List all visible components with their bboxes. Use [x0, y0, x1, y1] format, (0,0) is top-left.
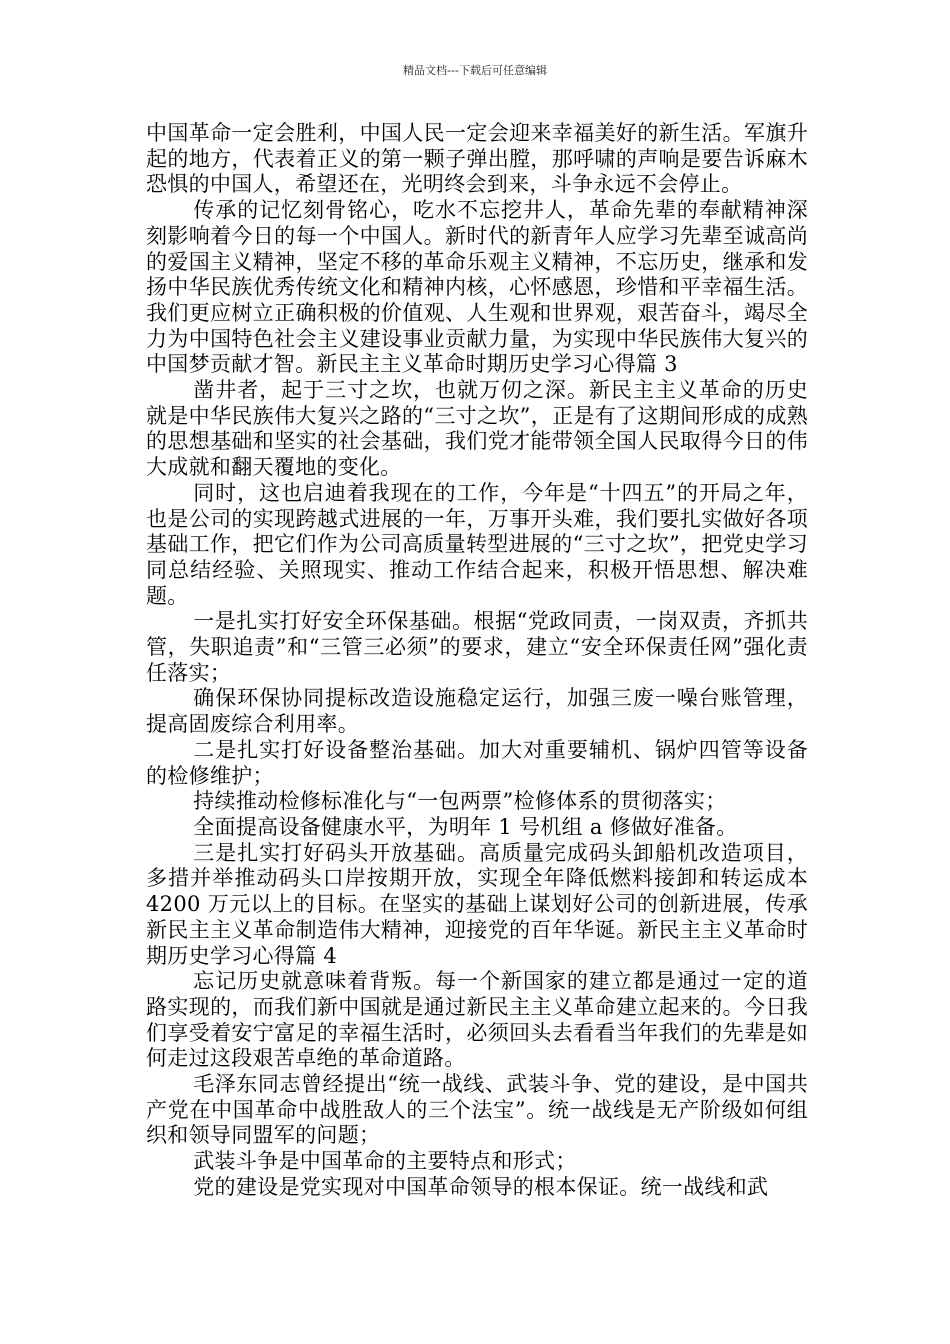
paragraph: 一是扎实打好安全环保基础。根据“党政同责，一岗双责，齐抓共管，失职追责”和“三管三必须”的要求，建立“安全环保责任网”强化责任落实； — [146, 609, 808, 685]
paragraph: 党的建设是党实现对中国革命领导的根本保证。统一战线和武 — [193, 1174, 769, 1199]
paragraph: 毛泽东同志曾经提出“统一战线、武装斗争、党的建设，是中国共产党在中国革命中战胜敌人的三个法宝”。统一战线是无产阶级如何组织和领导同盟军的问题； — [146, 1072, 808, 1148]
paragraph: 同时，这也启迪着我现在的工作，今年是“十四五”的开局之年，也是公司的实现跨越式进展的一年，万事开头难，我们要扎实做好各项基础工作，把它们作为公司高质量转型进展的“三寸之坎”，把党史学习同总结经验、关照现实、推动工作结合起来，积极开悟思想、解决难题。 — [146, 480, 808, 608]
paragraph: 忘记历史就意味着背叛。每一个新国家的建立都是通过一定的道路实现的，而我们新中国就是通过新民主主义革命建立起来的。今日我们享受着安宁富足的幸福生活时，必须回头去看看当年我们的先辈是如何走过这段艰苦卓绝的革命道路。 — [146, 969, 808, 1071]
paragraph: 中国革命一定会胜利，中国人民一定会迎来幸福美好的新生活。军旗升起的地方，代表着正义的第一颗子弹出膛，那呼啸的声响是要告诉麻木恐惧的中国人，希望还在，光明终会到来，斗争永远不会停止。 — [146, 121, 808, 197]
page-header: 精品文档---下载后可任意编辑 — [403, 64, 547, 77]
document-body — [146, 121, 808, 1201]
paragraph: 凿井者，起于三寸之坎，也就万仞之深。新民主主义革命的历史就是中华民族伟大复兴之路的“三寸之坎”，正是有了这期间形成的成熟的思想基础和坚实的社会基础，我们党才能带领全国人民取得今日的伟大成就和翻天覆地的变化。 — [146, 378, 808, 480]
paragraph: 全面提高设备健康水平，为明年 1 号机组 a 修做好准备。 — [193, 814, 738, 839]
paragraph: 三是扎实打好码头开放基础。高质量完成码头卸船机改造项目，多措并举推动码头口岸按期开放，实现全年降低燃料接卸和转运成本 4200 万元以上的目标。在坚实的基础上谋划好公司的创新进展，传承新民主主义革命制造伟大精神，迎接党的百年华诞。新民主主义革命时期历史学习心得篇 4 — [146, 840, 808, 968]
paragraph: 传承的记忆刻骨铭心，吃水不忘挖井人，革命先辈的奉献精神深刻影响着今日的每一个中国人。新时代的新青年人应学习先辈至诚高尚的爱国主义精神，坚定不移的革命乐观主义精神，不忘历史，继承和发扬中华民族优秀传统文化和精神内核，心怀感恩，珍惜和平幸福生活。我们更应树立正确积极的价值观、人生观和世界观，艰苦奋斗，竭尽全力为中国特色社会主义建设事业贡献力量，为实现中华民族伟大复兴的中国梦贡献才智。新民主主义革命时期历史学习心得篇 3 — [146, 198, 808, 377]
paragraph: 确保环保协同提标改造设施稳定运行，加强三废一噪台账管理，提高固废综合利用率。 — [146, 686, 808, 737]
paragraph: 武装斗争是中国革命的主要特点和形式； — [193, 1149, 577, 1174]
paragraph: 二是扎实打好设备整治基础。加大对重要辅机、锅炉四管等设备的检修维护； — [146, 737, 808, 788]
paragraph: 持续推动检修标准化与“一包两票”检修体系的贯彻落实； — [193, 789, 727, 814]
